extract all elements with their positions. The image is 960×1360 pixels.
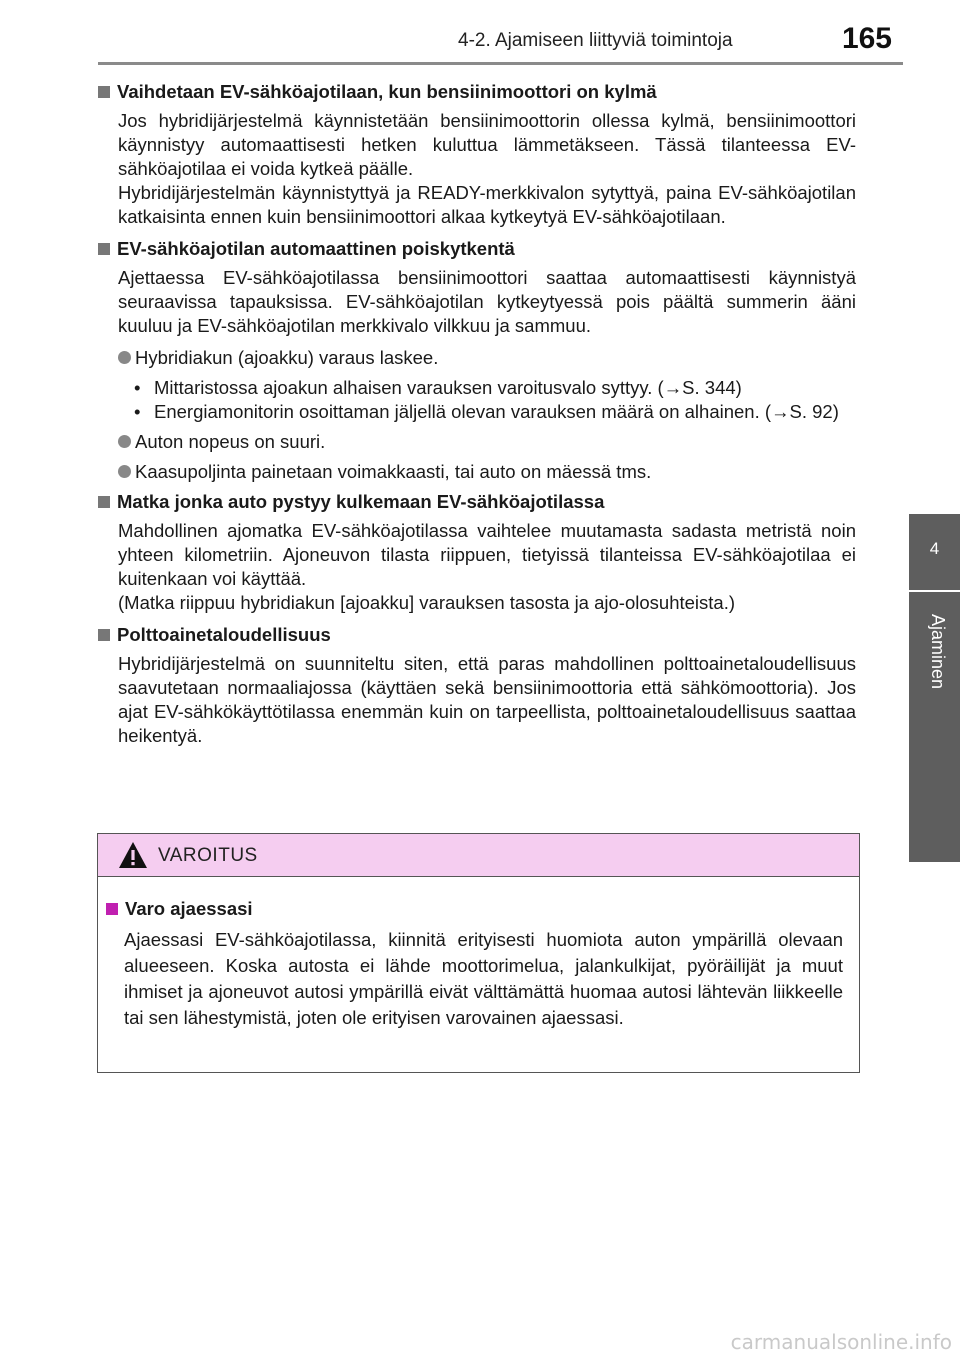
paragraph-text: Mahdollinen ajomatka EV-sähköajotilassa vaihtelee muutamasta sadasta metristä noin yhteen kilometriin. Ajoneuvon tilasta riippuen, tietyissä tilanteissa EV-sähköajotilaa ei kuitenkaan voi käyttää. <box>118 520 856 589</box>
list-item-text: Kaasupoljinta painetaan voimakkaasti, tai auto on mäessä tms. <box>135 461 652 482</box>
bullet-marker: • <box>134 401 141 422</box>
square-bullet-icon <box>98 86 110 98</box>
section-heading <box>98 490 856 514</box>
page-header <box>0 0 960 70</box>
paragraph <box>118 519 856 615</box>
warning-box <box>97 833 860 1073</box>
paragraph-text: Hybridijärjestelmä on suunniteltu siten, että paras mahdollinen polttoainetaloudellisuus saavutetaan normaaliajossa (käyttäen sekä bensiinimoottoria että sähkömoottoria). Jos ajat EV-sähkökäyttötilassa enemmän kuin on tarpeellista, polttoainetaloudellisuus saattaa heikentyä. <box>118 653 856 746</box>
watermark: carmanualsonline.info <box>730 1330 952 1354</box>
bullet-marker: • <box>134 377 141 398</box>
square-bullet-icon <box>98 496 110 508</box>
paragraph <box>118 266 856 338</box>
square-bullet-icon <box>98 243 110 255</box>
paragraph <box>118 652 856 748</box>
section-heading-text: Matka jonka auto pystyy kulkemaan EV-sähköajotilassa <box>117 491 605 512</box>
section-title: 4-2. Ajamiseen liittyviä toimintoja <box>458 30 733 51</box>
section-heading-text: Vaihdetaan EV-sähköajotilaan, kun bensiinimoottori on kylmä <box>117 81 657 102</box>
warning-text: Ajaessasi EV-sähköajotilassa, kiinnitä erityisesti huomiota auton ympärillä olevaan alueeseen. Koska autosta ei lähde moottorimelua, jalankulkijat, pyöräilijät ja muut ihmiset ja ajoneuvot autosi ympärillä eivät välttämättä huomaa autosi lähtevän liikkeelle tai sen lähestymistä, joten ole erityisen varovainen ajaessasi. <box>124 929 843 1028</box>
list-item <box>118 430 856 454</box>
paragraph-text: (Matka riippuu hybridiakun [ajoakku] varauksen tasosta ja ajo-olosuhteista.) <box>118 592 735 613</box>
circle-bullet-icon <box>118 465 131 478</box>
paragraph-text: Ajettaessa EV-sähköajotilassa bensiinimoottori saattaa automaattisesti käynnistyä seuraavissa tapauksissa. EV-sähköajotilan kytkeytyessä pois päältä summerin ääni kuuluu ja EV-sähköajotilan merkkivalo vilkkuu ja sammuu. <box>118 267 856 336</box>
header-rule <box>98 62 903 65</box>
list-item-text: Hybridiakun (ajoakku) varaus laskee. <box>135 347 439 368</box>
square-bullet-icon <box>98 629 110 641</box>
paragraph-text: Jos hybridijärjestelmä käynnistetään bensiinimoottorin ollessa kylmä, bensiinimoottori käynnistyy automaattisesti hetken kuluttua lämmetäkseen. Tässä tilanteessa EV-sähköajotilaa ei voida kytkeä päälle. <box>118 110 856 179</box>
section-heading-text: Polttoainetaloudellisuus <box>117 624 331 645</box>
square-bullet-icon <box>106 903 118 915</box>
section-heading <box>98 80 856 104</box>
sub-list-item <box>134 376 856 400</box>
sub-list-item-text: Energiamonitorin osoittaman jäljellä olevan varauksen määrä on alhainen. (→S. 92) <box>154 401 839 422</box>
section-heading <box>98 623 856 647</box>
main-content <box>98 80 856 756</box>
circle-bullet-icon <box>118 351 131 364</box>
sub-list <box>134 376 856 424</box>
warning-header <box>98 834 859 877</box>
chapter-number: 4 <box>929 539 940 558</box>
chapter-tab-divider <box>909 590 960 592</box>
chapter-label: Ajaminen <box>928 614 948 690</box>
paragraph-text: Hybridijärjestelmän käynnistyttyä ja READY-merkkivalon sytyttyä, paina EV-sähköajotilan katkaisinta ennen kuin bensiinimoottori alkaa kytkeytyä EV-sähköajotilaan. <box>118 182 856 227</box>
paragraph <box>118 109 856 229</box>
section-heading-text: EV-sähköajotilan automaattinen poiskytkentä <box>117 238 515 259</box>
circle-bullet-icon <box>118 435 131 448</box>
sub-list-item <box>134 400 856 424</box>
list-item <box>118 346 856 370</box>
section-heading <box>98 237 856 261</box>
warning-triangle-icon <box>118 841 148 869</box>
warning-body <box>98 877 859 1031</box>
list-item-text: Auton nopeus on suuri. <box>135 431 326 452</box>
warning-heading-text: Varo ajaessasi <box>125 898 253 919</box>
warning-title: VAROITUS <box>158 845 258 866</box>
chapter-tab <box>909 514 960 862</box>
sub-list-item-text: Mittaristossa ajoakun alhaisen varauksen varoitusvalo syttyy. (→S. 344) <box>154 377 742 398</box>
warning-heading <box>106 897 843 921</box>
page-number: 165 <box>841 22 892 55</box>
list-item <box>118 460 856 484</box>
